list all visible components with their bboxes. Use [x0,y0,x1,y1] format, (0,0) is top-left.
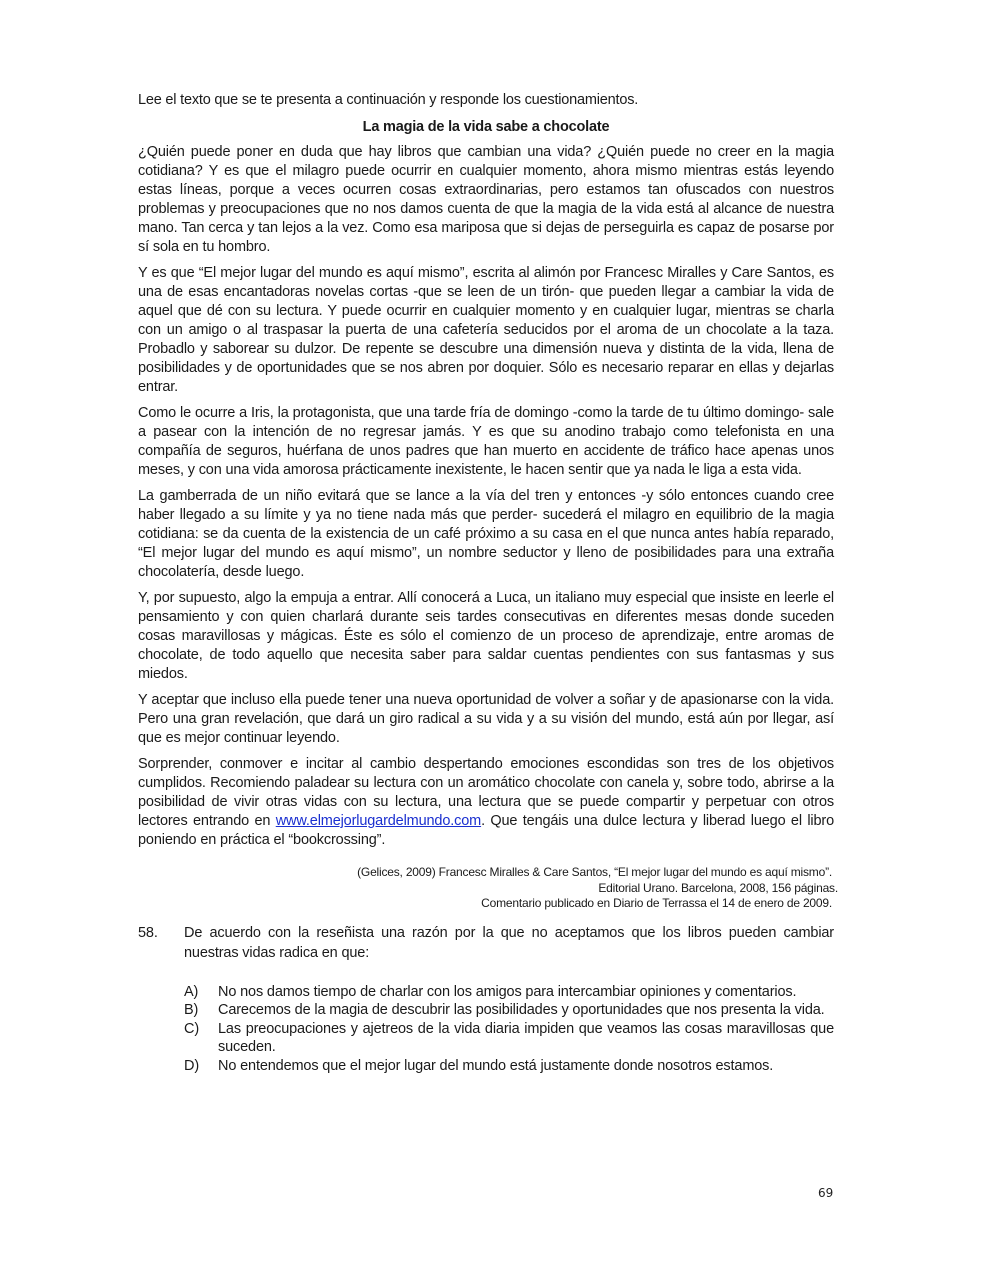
option-d [184,1057,834,1076]
option-letter: C) [184,1020,200,1037]
instructions: Lee el texto que se te presenta a continuación y responde los cuestionamientos. [138,92,639,108]
citation-line-3: Comentario publicado en Diario de Terrassa el 14 de enero de 2009. [481,896,832,910]
paragraph-1: ¿Quién puede poner en duda que hay libros que cambian una vida? ¿Quién puede no creer en la magia cotidiana? Y es que el milagro puede ocurrir en cualquier momento, ahora mismo mientras estás leyendo estas líneas, porque a veces ocurren cosas extraordinarias, pero estamos tan ofuscados con nuestros problemas y preocupaciones que no nos damos cuenta de que la magia de la vida está al alcance de nuestra mano. Tan cerca y tan lejos a la vez. Como esa mariposa que si dejas de perseguirla es capaz de posarse por sí sola en tu hombro. [138,144,834,255]
citation [138,865,838,912]
paragraph-7 [138,755,834,850]
option-text: No nos damos tiempo de charlar con los amigos para intercambiar opiniones y comentarios. [218,983,797,1000]
paragraph-4: La gamberrada de un niño evitará que se lance a la vía del tren y entonces -y sólo entonces cuando cree haber llegado a su límite y ya no tiene nada más que perder- sucederá el milagro en equilibrio de la magia cotidiana: se da cuenta de la existencia de un café próximo a su casa en el que nunca antes había reparado, “El mejor lugar del mundo es aquí mismo”, un nombre seductor y lleno de posibilidades para una extraña chocolatería, desde luego. [138,488,834,580]
paragraph-7-text-end: . Que tengáis una dulce lectura y liberad luego el libro poniendo en práctica el “bookcrossing”. [138,813,834,848]
answer-options [184,983,834,1076]
option-b [184,1001,834,1020]
option-text: Carecemos de la magia de descubrir las posibilidades y oportunidades que nos presenta la vida. [218,1002,825,1018]
article-title: La magia de la vida sabe a chocolate [362,119,610,135]
option-letter: D) [184,1057,200,1074]
option-a [184,983,834,1002]
option-c [184,1020,834,1057]
option-text: Las preocupaciones y ajetreos de la vida diaria impiden que veamos las cosas maravillosas que suceden. [218,1020,834,1055]
document-page [138,90,838,1075]
page-number: 69 [818,1186,834,1200]
paragraph-2: Y es que “El mejor lugar del mundo es aquí mismo”, escrita al alimón por Francesc Miralles y Care Santos, es una de esas encantadoras novelas cortas -que se leen de un tirón- que pueden llegar a cambiar la vida de aquel que dé con su lectura. Y puede ocurrir en cualquier momento y en cualquier lugar, mientras se charla con un amigo o al traspasar la puerta de una cafetería seducidos por el aroma de un chocolate a la taza. Probadlo y saborear su dulzor. De repente se descubre una dimensión nueva y distinta de la vida, llena de posibilidades y de oportunidades que se nos abren por doquier. Sólo es necesario reparar en ellas y dejarlas entrar. [138,265,834,395]
citation-line-2: Editorial Urano. Barcelona, 2008, 156 páginas. [598,880,838,895]
question-text: De acuerdo con la reseñista una razón por la que no aceptamos que los libros pueden cambiar nuestras vidas radica en que: [184,924,834,961]
paragraph-6: Y aceptar que incluso ella puede tener una nueva oportunidad de volver a soñar y de apasionarse con la vida. Pero una gran revelación, que dará un giro radical a su vida y a su visión del mundo, está aún por llegar, así que es mejor continuar leyendo. [138,692,834,746]
question-58 [138,923,834,963]
website-link[interactable]: www.elmejorlugardelmundo.com [275,813,482,829]
option-letter: B) [184,1002,199,1018]
citation-line-1: (Gelices, 2009) Francesc Miralles & Care Santos, “El mejor lugar del mundo es aquí mismo”. [357,865,832,879]
paragraph-3: Como le ocurre a Iris, la protagonista, que una tarde fría de domingo -como la tarde de tu último domingo- sale a pasear con la intención de no regresar jamás. Y es que su anodino trabajo como telefonista en una compañía de seguros, huérfana de unos padres que han muerto en accidente de tráfico hace apenas unos meses, y con una vida amorosa prácticamente inexistente, le hacen sentir que ya nada le liga a esta vida. [138,405,834,478]
option-text: No entendemos que el mejor lugar del mundo está justamente donde nosotros estamos. [218,1057,774,1074]
paragraph-7-text: Sorprender, conmover e incitar al cambio despertando emociones escondidas son tres de los objetivos cumplidos. Recomiendo paladear su lectura con un aromático chocolate con canela y, sobre todo, abrirse a la posibilidad de vivir otras vidas con su lectura, una lectura que se puede compartir y perpetuar con otros lectores entrando en [138,756,834,829]
question-number: 58. [138,924,158,941]
paragraph-5: Y, por supuesto, algo la empuja a entrar. Allí conocerá a Luca, un italiano muy especial que insiste en leerle el pensamiento y con quien charlará durante seis tardes consecutivas en diferentes mesas donde suceden cosas maravillosas y mágicas. Éste es sólo el comienzo de un proceso de aprendizaje, entre aromas de chocolate, de todo aquello que necesita saber para saldar cuentas pendientes con sus fantasmas y sus miedos. [138,590,834,682]
option-letter: A) [184,983,199,1000]
